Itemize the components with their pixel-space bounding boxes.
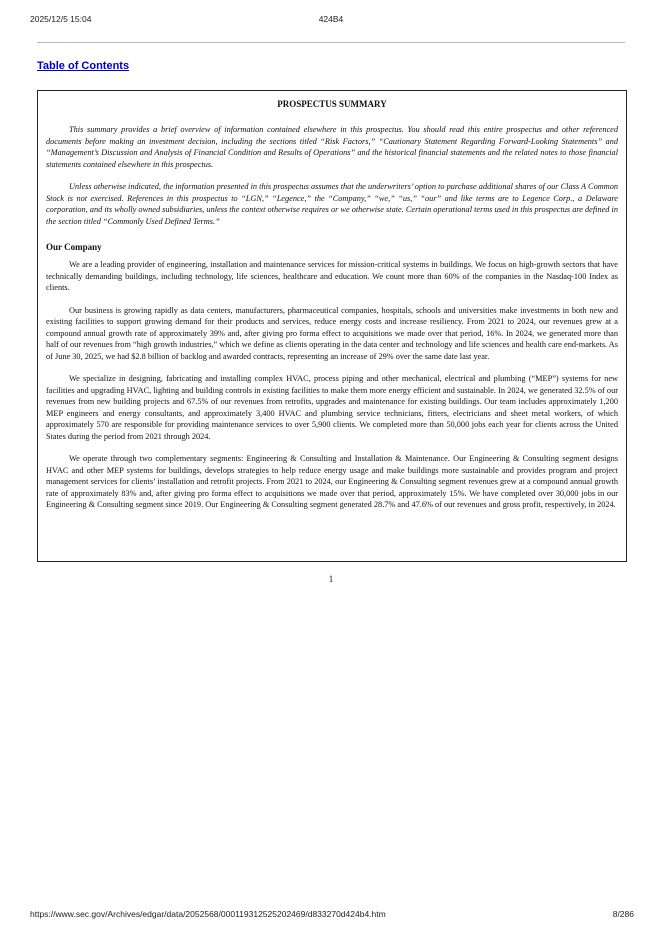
section-heading-our-company: Our Company: [46, 242, 102, 252]
intro-paragraph: This summary provides a brief overview of information contained elsewhere in this prospectus. You should read this entire prospectus and other referenced documents before making an investment decision, including the sections titled “Risk Factors,” “Cautionary Statement Regarding Forward-Looking Statements” and “Management’s Discussion and Analysis of Financial Condition and Results of Operations” and the historical financial statements and the related notes to those financial statements contained elsewhere in this prospectus.: [46, 125, 618, 169]
body-paragraph: We operate through two complementary segments: Engineering & Consulting and Installation & Maintenance. Our Engineering & Consulting segment designs HVAC and other MEP systems for buildings, develops strategies to help reduce energy usage and make buildings more sustainable and provides program and project management services for clients’ installation and retrofit projects. From 2021 to 2024, our Engineering & Consulting segment revenues grew at a compound annual growth rate of approximately 83% and, after giving pro forma effect to acquisitions we made over that period, approximately 15%. We have completed over 30,000 jobs in our Engineering & Consulting segment since 2019. Our Engineering & Consulting segment generated 28.7% and 47.6% of our revenues and gross profit, respectively, in 2024.: [46, 454, 618, 509]
table-of-contents-link[interactable]: Table of Contents: [37, 60, 130, 72]
intro-paragraph: Unless otherwise indicated, the information presented in this prospectus assumes that the underwriters’ option to purchase additional shares of our Class A Common Stock is not exercised. References in this prospectus to “LGN,” “Legence,” the “Company,” “we,” “us,” “our” and like terms are to Legence Corp., a Delaware corporation, and its wholly owned subsidiaries, unless the context otherwise requires or we otherwise state. Certain operational terms used in this prospectus are defined in the section titled “Commonly Used Defined Terms.”: [46, 182, 618, 226]
print-page-count: 8/286: [612, 909, 634, 919]
page-number: 1: [328, 574, 334, 584]
body-paragraph: We specialize in designing, fabricating and installing complex HVAC, process piping and other mechanical, electrical and plumbing (“MEP”) systems for new facilities and upgrading HVAC, lighting and building controls in existing facilities to make them more energy efficient and sustainable. In 2024, we generated 32.5% of our revenues from new building projects and 67.5% of our revenues from retrofits, upgrades and maintenance for existing buildings. Our team includes approximately 1,200 MEP engineers and energy consultants, and approximately 3,400 HVAC and plumbing service technicians, fitters, electricians and sheet metal workers, of which approximately 570 are responsible for providing maintenance services to over 5,900 clients. We completed more than 50,000 jobs each year for clients across the United States during the period from 2021 through 2024.: [46, 374, 618, 441]
prospectus-summary-box: [37, 90, 627, 562]
body-paragraph: Our business is growing rapidly as data centers, manufacturers, pharmaceutical companies, hospitals, schools and universities make investments in both new and existing facilities to support growing demand for their products and services, reduce energy costs and increase resiliency. From 2021 to 2024, our revenues grew at a compound annual growth rate of approximately 39% and, after giving pro forma effect to acquisitions we made over that period, 16%. In 2024, we generated more than half of our revenues from “high growth industries,” which we define as clients operating in the data center and technology and life sciences and health care end-markets. As of June 30, 2025, we had $2.8 billion of backlog and awarded contracts, representing an increase of 29% over the same date last year.: [46, 305, 618, 361]
summary-title: PROSPECTUS SUMMARY: [277, 99, 387, 109]
print-header: [0, 14, 662, 26]
body-paragraph: We are a leading provider of engineering, installation and maintenance services for mission-critical systems in buildings. We focus on high-growth sectors that have technically demanding buildings, including technology, life sciences, healthcare and education. We count more than 60% of the companies in the Nasdaq-100 Index as clients.: [46, 260, 618, 292]
print-footer: [0, 909, 662, 921]
print-datetime: 2025/12/5 15:04: [30, 14, 92, 24]
print-doc-title: 424B4: [318, 14, 344, 24]
header-divider: [37, 42, 625, 43]
print-url: https://www.sec.gov/Archives/edgar/data/2052568/000119312525202469/d833270d424b4.htm: [30, 909, 386, 919]
